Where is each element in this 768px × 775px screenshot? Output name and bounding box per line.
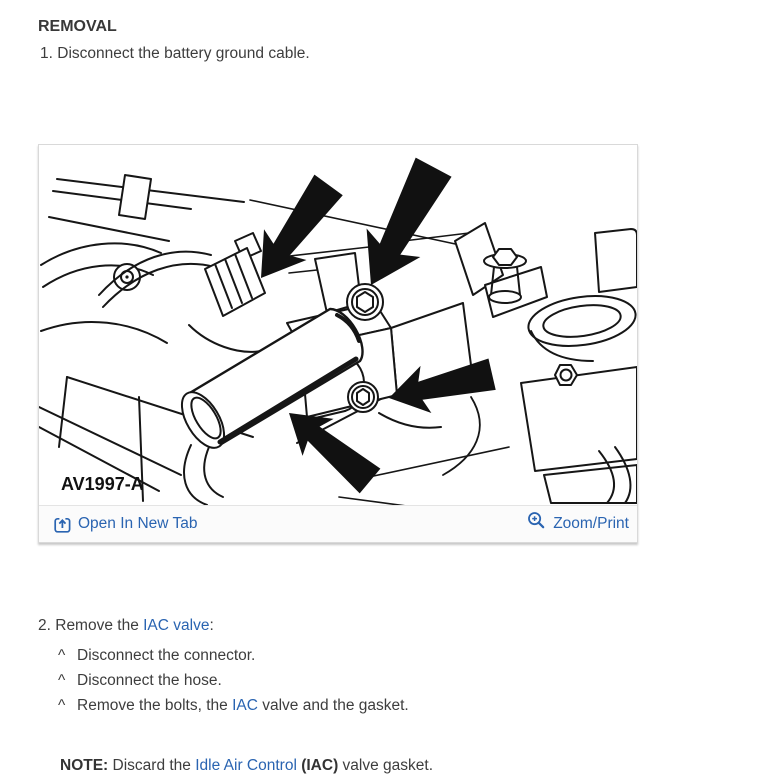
zoom-print-link[interactable] [527, 515, 629, 534]
substep-item [58, 668, 409, 693]
magnifier-plus-icon [527, 511, 546, 530]
substep-list [58, 643, 409, 718]
figure-card [38, 144, 638, 543]
caret-bullet: ^ [58, 672, 66, 689]
note-label: NOTE: [60, 756, 109, 774]
zoom-print-label: Zoom/Print [553, 515, 629, 532]
caret-bullet: ^ [58, 697, 66, 714]
note-iac-bold: (IAC) [296, 756, 343, 774]
step-1-number: 1. [40, 45, 53, 62]
iac-link[interactable]: IAC [232, 697, 258, 714]
caret-bullet: ^ [58, 647, 66, 664]
substep-item [58, 643, 409, 668]
step-2-number: 2. [38, 617, 51, 634]
open-in-new-tab-label: Open In New Tab [78, 515, 198, 532]
iac-valve-link[interactable]: IAC valve [143, 617, 210, 634]
note-text-post: valve gasket. [342, 756, 434, 774]
engine-diagram-svg [39, 145, 637, 505]
note-paragraph [60, 757, 433, 775]
engine-diagram-image[interactable] [39, 145, 637, 505]
substep-item [58, 693, 409, 718]
open-in-new-tab-icon [54, 516, 71, 533]
step-1-text: Disconnect the battery ground cable. [52, 45, 310, 62]
substep-text-post: valve and the gasket. [257, 697, 409, 714]
arrow-top-bolt [344, 153, 460, 299]
note-text-pre: Discard the [108, 756, 196, 774]
substep-text-pre: Remove the bolts, the [77, 697, 233, 714]
idle-air-control-link[interactable]: Idle Air Control [195, 756, 297, 774]
substep-text: Disconnect the hose. [77, 672, 222, 689]
step-2-colon: : [209, 617, 214, 634]
page-title: REMOVAL [38, 18, 117, 35]
substep-text [77, 693, 409, 718]
open-in-new-tab-link[interactable] [54, 515, 197, 533]
step-2-text: Remove the [50, 617, 144, 634]
step-2 [38, 617, 214, 635]
substep-text: Disconnect the connector. [77, 647, 256, 664]
step-1 [40, 45, 310, 63]
figure-code-label: AV1997-A [61, 474, 144, 494]
figure-toolbar [39, 505, 637, 542]
